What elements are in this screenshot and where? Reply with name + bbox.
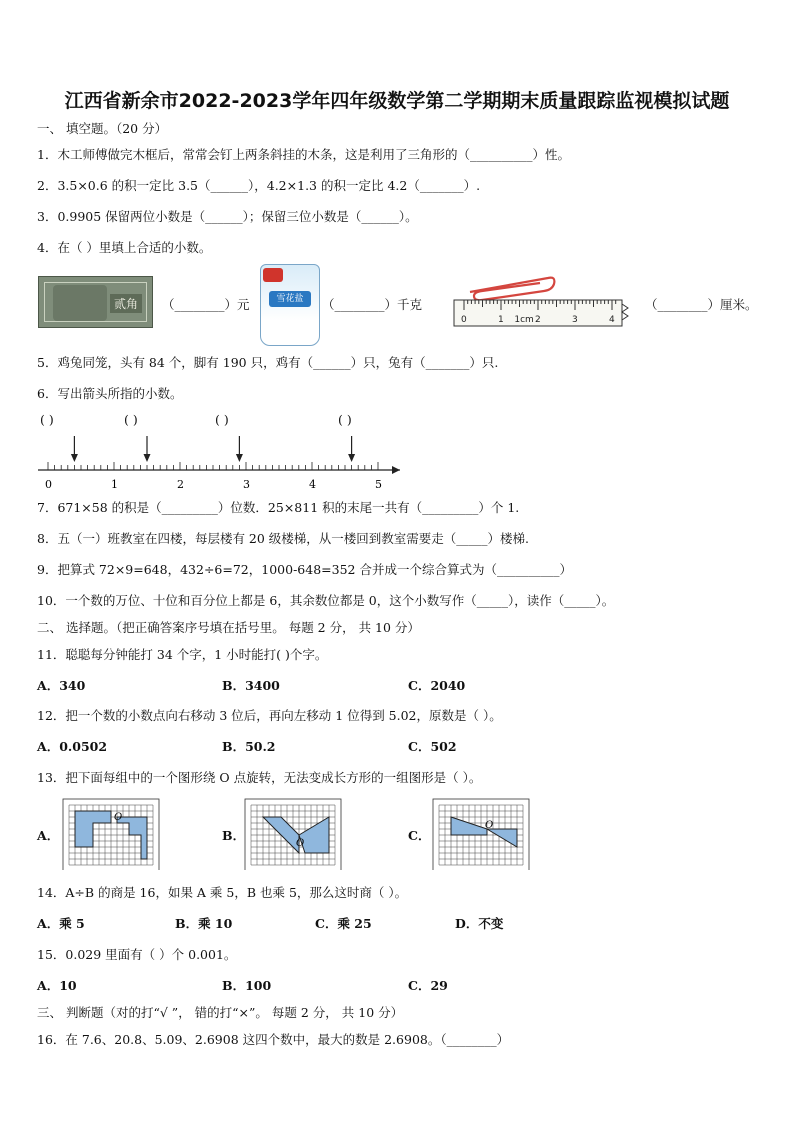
question-1: 1．木工师傅做完木框后，常常会钉上两条斜挂的木条，这是利用了三角形的（__________）性。 (37, 147, 570, 162)
q12-option-a: A．0.0502 (37, 739, 108, 754)
number-line-arrowhead (392, 466, 400, 474)
q15-option-a: A．10 (37, 978, 77, 993)
q14-option-b: B．乘 10 (175, 916, 233, 931)
q6-paren-2: ( ) (124, 412, 138, 427)
number-line-pointer-head (71, 454, 78, 462)
q13-b-o-label: O (296, 838, 305, 849)
salt-bag-image (260, 264, 320, 346)
section-3-heading: 三、 判断题（对的打“√ ”， 错的打“×”。 每题 2 分， 共 10 分） (37, 1005, 404, 1020)
question-14: 14．A÷B 的商是 16，如果 A 乘 5，B 也乘 5，那么这时商（ ）。 (37, 885, 408, 900)
question-16: 16．在 7.6、20.8、5.09、2.6908 这四个数中，最大的数是 2.6908。（________） (37, 1032, 510, 1047)
q13-option-c: C． (408, 828, 431, 843)
q13-a-o-label: O (114, 812, 123, 823)
q13-c-o-label: O (485, 820, 494, 831)
q12-option-b: B．50.2 (222, 739, 276, 754)
question-13: 13．把下面每组中的一个图形绕 O 点旋转，无法变成长方形的一组图形是（ ）。 (37, 770, 482, 785)
question-8: 8．五（一）班教室在四楼，每层楼有 20 级楼梯，从一楼回到教室需要走（_____）楼梯. (37, 531, 530, 546)
question-7: 7．671×58 的积是（_________）位数．25×811 积的末尾一共有（_________）个 1. (37, 500, 520, 515)
question-2: 2．3.5×0.6 的积一定比 3.5（______），4.2×1.3 的积一定比 4.2（_______）. (37, 178, 481, 193)
q11-option-c: C．2040 (408, 678, 466, 693)
q13-figure-a (62, 798, 168, 874)
number-line (36, 434, 406, 494)
q6-paren-1: ( ) (40, 412, 54, 427)
q15-option-b: B．100 (222, 978, 272, 993)
ruler-label: 0 (461, 315, 467, 325)
section-2-heading: 二、 选择题。（把正确答案序号填在括号里。 每题 2 分， 共 10 分） (37, 620, 420, 635)
question-11: 11．聪聪每分钟能打 34 个字，1 小时能打( )个字。 (37, 647, 328, 662)
q12-option-c: C．502 (408, 739, 457, 754)
number-line-label: 0 (45, 478, 52, 491)
number-line-pointer-head (144, 454, 151, 462)
section-1-heading: 一、 填空题。（20 分） (37, 121, 168, 136)
q11-option-b: B．3400 (222, 678, 280, 693)
banknote-label: 贰角 (110, 294, 142, 313)
question-4: 4．在（ ）里填上合适的小数。 (37, 240, 212, 255)
number-line-label: 4 (309, 478, 316, 491)
number-line-pointer-head (236, 454, 243, 462)
q14-option-a: A．乘 5 (37, 916, 85, 931)
q14-option-d: D．不变 (455, 916, 504, 931)
q6-paren-3: ( ) (215, 412, 229, 427)
q15-option-c: C．29 (408, 978, 448, 993)
q11-option-a: A．340 (37, 678, 86, 693)
number-line-label: 5 (375, 478, 382, 491)
number-line-pointer-head (348, 454, 355, 462)
number-line-label: 2 (177, 478, 184, 491)
q13-figure-c (432, 798, 538, 874)
q4-blank-cm: （________）厘米。 (645, 297, 758, 312)
question-6: 6．写出箭头所指的小数。 (37, 386, 183, 401)
q13-option-b: B． (222, 828, 246, 843)
ruler-label: 2 (535, 315, 541, 325)
q13-option-a: A． (37, 828, 60, 843)
ruler-image (452, 270, 632, 330)
banknote-image (38, 276, 153, 328)
q4-blank-kg: （________）千克 (322, 297, 423, 312)
question-10: 10．一个数的万位、十位和百分位上都是 6，其余数位都是 0，这个小数写作（_____），读作（_____）。 (37, 593, 615, 608)
ruler-label: 1 (498, 315, 504, 325)
ruler-label: 4 (609, 315, 615, 325)
number-line-label: 1 (111, 478, 118, 491)
question-15: 15．0.029 里面有（ ）个 0.001。 (37, 947, 237, 962)
number-line-label: 3 (243, 478, 250, 491)
q14-option-c: C．乘 25 (315, 916, 372, 931)
salt-bag-label: 雪花盐 (269, 291, 311, 307)
ruler-label: 3 (572, 315, 578, 325)
ruler-label: 1cm (514, 315, 534, 325)
q4-blank-yuan: （________）元 (162, 297, 250, 312)
question-5: 5．鸡兔同笼，头有 84 个，脚有 190 只，鸡有（______）只，兔有（_______）只. (37, 355, 499, 370)
question-12: 12．把一个数的小数点向右移动 3 位后，再向左移动 1 位得到 5.02，原数是（ ）。 (37, 708, 502, 723)
q13-figure-b (244, 798, 350, 874)
question-9: 9．把算式 72×9=648，432÷6=72，1000-648=352 合并成一个综合算式为（__________） (37, 562, 572, 577)
question-3: 3．0.9905 保留两位小数是（______）；保留三位小数是（______）。 (37, 209, 418, 224)
page-title: 江西省新余市2022-2023学年四年级数学第二学期期末质量跟踪监视模拟试题 (64, 90, 730, 112)
q6-paren-4: ( ) (338, 412, 352, 427)
